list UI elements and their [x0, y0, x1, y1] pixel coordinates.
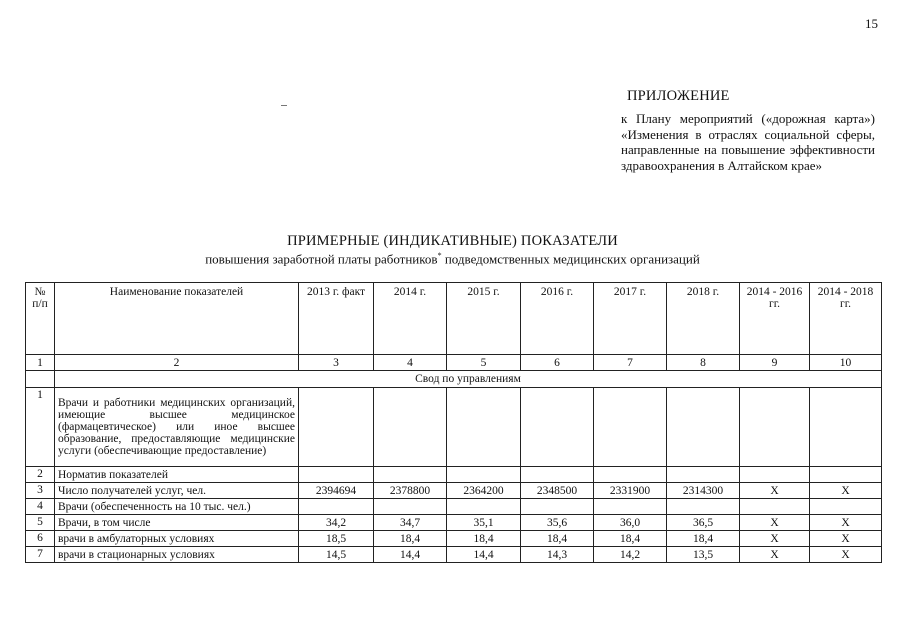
- column-number: 6: [521, 355, 594, 371]
- column-number: 7: [594, 355, 667, 371]
- value-2016: [521, 499, 594, 515]
- header-cell: 2014 - 2016 гг.: [740, 283, 810, 355]
- table-row: [26, 515, 882, 531]
- indicator-name: Норматив показателей: [55, 467, 299, 483]
- value-2018: [667, 467, 740, 483]
- indicator-name: Врачи, в том числе: [55, 515, 299, 531]
- value-2014: [374, 499, 447, 515]
- indicator-name: Число получателей услуг, чел.: [55, 483, 299, 499]
- value-2013: 34,2: [299, 515, 374, 531]
- value-2016: 2348500: [521, 483, 594, 499]
- value-2017: 14,2: [594, 547, 667, 563]
- column-number: 10: [810, 355, 882, 371]
- subtitle-part-1: повышения заработной платы работников: [205, 251, 438, 267]
- value-2015: 14,4: [447, 547, 521, 563]
- section-row: [26, 371, 882, 388]
- header-cell: 2015 г.: [447, 283, 521, 355]
- value-2014-2018: Х: [810, 483, 882, 499]
- value-2014-2018: [810, 388, 882, 467]
- header-cell: 2014 г.: [374, 283, 447, 355]
- row-number: 4: [26, 499, 55, 515]
- footnote-mark: *: [437, 251, 442, 260]
- header-cell: 2017 г.: [594, 283, 667, 355]
- column-number: 4: [374, 355, 447, 371]
- row-number: 7: [26, 547, 55, 563]
- value-2016: 18,4: [521, 531, 594, 547]
- value-2014-2016: Х: [740, 531, 810, 547]
- value-2017: [594, 499, 667, 515]
- value-2018: 36,5: [667, 515, 740, 531]
- page-number: 15: [865, 16, 878, 31]
- header-cell: № п/п: [26, 283, 55, 355]
- indicator-name: Врачи (обеспеченность на 10 тыс. чел.): [55, 499, 299, 515]
- indicator-name: Врачи и работники медицинских организаций, имеющие высшее медицинское (фармацевтическое) или иное высшее образование, предоставляющие медицинские услуги (обеспечивающие предоставление): [55, 388, 299, 467]
- value-2018: 2314300: [667, 483, 740, 499]
- value-2013: 18,5: [299, 531, 374, 547]
- indicator-name: врачи в стационарных условиях: [55, 547, 299, 563]
- value-2017: [594, 467, 667, 483]
- value-2017: 36,0: [594, 515, 667, 531]
- column-number-row: [26, 355, 882, 371]
- value-2013: [299, 499, 374, 515]
- appendix-title: ПРИЛОЖЕНИЕ: [627, 88, 730, 104]
- section-title: Свод по управлениям: [55, 371, 882, 388]
- value-2016: [521, 467, 594, 483]
- value-2016: [521, 388, 594, 467]
- value-2014: 34,7: [374, 515, 447, 531]
- value-2014: [374, 467, 447, 483]
- row-number: 1: [26, 388, 55, 467]
- column-number: 8: [667, 355, 740, 371]
- value-2013: [299, 467, 374, 483]
- value-2014-2018: Х: [810, 547, 882, 563]
- column-number: 9: [740, 355, 810, 371]
- value-2016: 35,6: [521, 515, 594, 531]
- appendix-block: [613, 88, 875, 173]
- value-2018: [667, 388, 740, 467]
- document-subtitle: [0, 251, 905, 267]
- value-2014-2016: [740, 388, 810, 467]
- section-spacer: [26, 371, 55, 388]
- value-2014-2018: [810, 499, 882, 515]
- row-number: 2: [26, 467, 55, 483]
- value-2013: 14,5: [299, 547, 374, 563]
- row-number: 3: [26, 483, 55, 499]
- appendix-text: к Плану мероприятий («дорожная карта») «Изменения в отраслях социальной сферы, направленные на повышение эффективности здравоохранения в Алтайском крае»: [621, 111, 875, 173]
- value-2014-2018: Х: [810, 515, 882, 531]
- header-cell: Наименование показателей: [55, 283, 299, 355]
- stray-mark: [281, 105, 287, 106]
- value-2014: 18,4: [374, 531, 447, 547]
- column-number: 5: [447, 355, 521, 371]
- row-number: 5: [26, 515, 55, 531]
- value-2014: [374, 388, 447, 467]
- document-title: ПРИМЕРНЫЕ (ИНДИКАТИВНЫЕ) ПОКАЗАТЕЛИ: [287, 233, 618, 249]
- table-row: [26, 499, 882, 515]
- column-number: 3: [299, 355, 374, 371]
- value-2015: 2364200: [447, 483, 521, 499]
- header-cell: 2018 г.: [667, 283, 740, 355]
- value-2013: [299, 388, 374, 467]
- value-2014: 2378800: [374, 483, 447, 499]
- header-cell: 2014 - 2018 гг.: [810, 283, 882, 355]
- value-2015: 35,1: [447, 515, 521, 531]
- indicator-name: врачи в амбулаторных условиях: [55, 531, 299, 547]
- header-cell: 2013 г. факт: [299, 283, 374, 355]
- value-2017: 2331900: [594, 483, 667, 499]
- value-2014-2018: [810, 467, 882, 483]
- value-2015: [447, 499, 521, 515]
- value-2014-2018: Х: [810, 531, 882, 547]
- table-row: [26, 483, 882, 499]
- table-row: [26, 531, 882, 547]
- value-2016: 14,3: [521, 547, 594, 563]
- column-number: 1: [26, 355, 55, 371]
- value-2014-2016: Х: [740, 547, 810, 563]
- table-row: [26, 467, 882, 483]
- table-row: [26, 388, 882, 467]
- value-2014-2016: Х: [740, 483, 810, 499]
- value-2018: [667, 499, 740, 515]
- value-2014-2016: [740, 467, 810, 483]
- indicators-table: [25, 282, 882, 563]
- table-header-row: [26, 283, 882, 355]
- value-2014-2016: [740, 499, 810, 515]
- table-row: [26, 547, 882, 563]
- value-2017: [594, 388, 667, 467]
- row-number: 6: [26, 531, 55, 547]
- value-2013: 2394694: [299, 483, 374, 499]
- value-2015: [447, 467, 521, 483]
- value-2017: 18,4: [594, 531, 667, 547]
- header-cell: 2016 г.: [521, 283, 594, 355]
- column-number: 2: [55, 355, 299, 371]
- subtitle-part-2: подведомственных медицинских организаций: [441, 251, 700, 267]
- value-2018: 13,5: [667, 547, 740, 563]
- value-2014-2016: Х: [740, 515, 810, 531]
- value-2018: 18,4: [667, 531, 740, 547]
- value-2014: 14,4: [374, 547, 447, 563]
- value-2015: [447, 388, 521, 467]
- value-2015: 18,4: [447, 531, 521, 547]
